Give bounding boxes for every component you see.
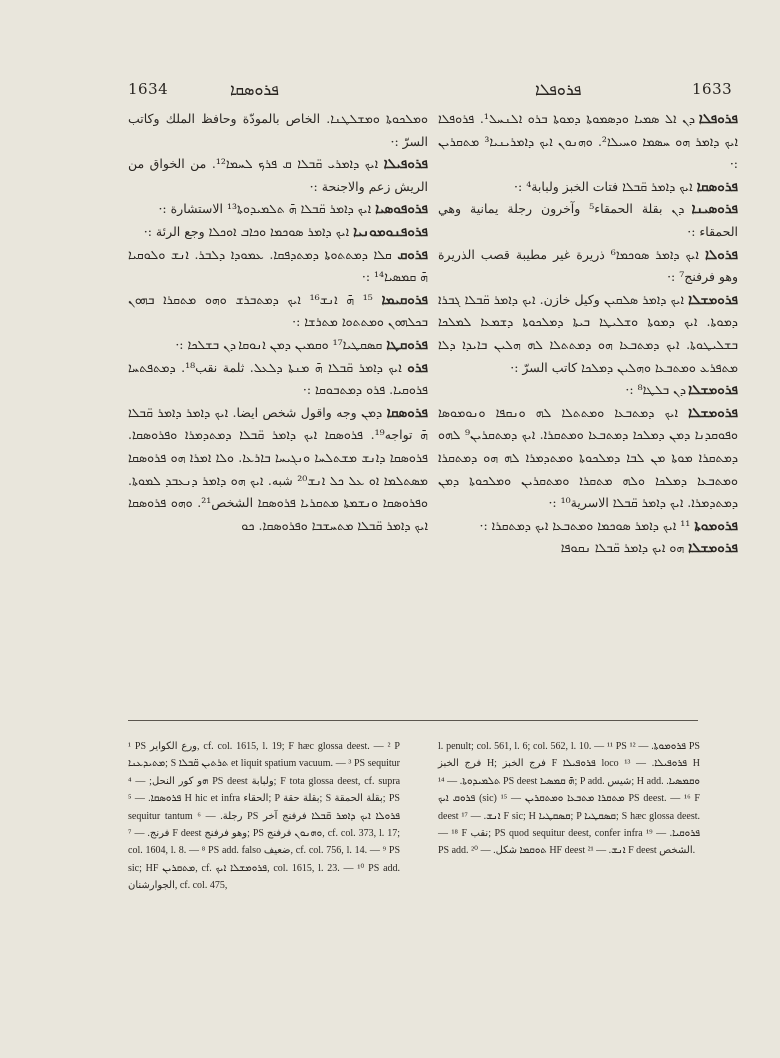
entry [128, 244, 428, 289]
headword: ܦܪܘܡܘܬܐ [694, 517, 738, 534]
headword: ܦܪܘܣܩܐ [386, 404, 428, 421]
entry [128, 108, 428, 153]
entry [438, 198, 738, 243]
footnotes-right [438, 738, 700, 860]
headword: ܦܪܘܣܩܐ [696, 178, 738, 195]
headword: ܦܪܘܡܫܠܐ [688, 540, 738, 557]
entry [438, 244, 738, 289]
entry-text: ܐܝܟ ܕܐܡܪ ܣܘܟܡܐ⁶ ذريرة غير مطيبة قصب الذريرة وهو فرفنج⁷ :· [438, 246, 738, 285]
entry [438, 537, 738, 560]
headword: ܦܪܘܩܝܡܐ [381, 291, 428, 308]
footnote-block: ¹ PS ورع الكواير, cf. col. 1615, l. 19; F hæc glossa deest. — ² P ܡܬܝܕܥܢܐ; S ܬܪܬܝܢ ܩ̈ܒܠܐ et liquit spatium vacuum. — ³ PS sequitur ܗو كور النحل; — ⁴ PS deest ولبابة; F tota glossa deest, cf. supra ܦܪܘܣܩܐ. — ⁵ H hic et infra الحقاء; P بقلة حقة; S بقلة الحمقة; PS sequitur tantum رجلة. — ⁶ PS ܦܪܘܠܐ ܐܝܟ ܕܐܡܪ ܩ̈ܒܠܐ فرفنج آخر فرنج. — ⁷ F deest وهو فرفنج; PS ܘܗܢܘܢ فرفنج, cf. col. 373, l. 17; col. 1604, l. 8. — ⁸ PS add. falso ضعيف, cf. col. 756, l. 14. — ⁹ PS sic; HF ܡܬܩܪܝܢ, cf. ܦܪܘܡܫܠܐ ܐܝܟ, col. 1615, l. 23. — ¹⁰ PS add. الجوارشنان, cf. col. 475, [128, 741, 401, 892]
entry [128, 402, 428, 538]
headword: ܦܪܘܦܘܣܝܐ [375, 201, 428, 218]
headword: ܦܪܘܦܢܘܡܘܢܝܐ [353, 223, 428, 240]
entry [438, 379, 738, 402]
entry [128, 198, 428, 221]
headword: ܦܪܘܡܫܠܐ [688, 404, 738, 421]
footnotes-left [128, 738, 400, 895]
right-text-column [438, 108, 738, 560]
entry-text: ܕܢ بقلة الحمقاء⁵ وآخرون رجلة يمانية وهي الحمقاء :· [438, 201, 738, 239]
entry [128, 357, 428, 402]
entry-text: ܩܣܩܛܝܐ¹⁷ ܘܩܡܝܢ ܕܡܢ ܐܢܘܩܐ ܕܢ ܒܫܠܟܐ :· [175, 336, 383, 352]
entry [438, 289, 738, 379]
headword: ܦܪܘܦܝܠܐ [383, 156, 429, 173]
entry-text: ܘܡܠܟܘܬܐ ܘܡܫܠܛܢܐ. الخاص بالمودّة وحافظ الملك وكاتب السرّ :· [128, 111, 428, 149]
entry-text: ܕܢ ܒܠܛܐ⁸ :· [625, 382, 685, 398]
headword: ܦܪܘܡܫܠܐ [688, 291, 738, 308]
entry-text: ¹¹ ܐܝܟ ܕܐܡܪ ܣܘܟܡܐ ܘܡܬܒܥܐ ܐܝܟ ܕܡܬܩܪܐ :· [479, 517, 691, 533]
left-running-head: ܦܪܘܣܩܐ [230, 80, 279, 99]
entry-text: ܐܝܟ ܕܐܡܪ ܣܠܩܝܢ وكيل خازن. ܐܝܟ ܕܐܡܪ ܩ̈ܒܠܐ ܓܒܪܐ ܕܡܘܬܐ. ܐܝܟ ܕܡܘܬܐ ܘܫܠܝܛܐ ܒܝܬܐ ܕܡܠܟܘܬܐ ܕܫܡܥܐ ܠܡܠܟܐ ܒܫܠܝܛܘܬܐ. ܐܝܟ ܕܡܬܒܥܐ ܗܘ ܕܡܬܬܠܐ ܠܗ ܗܠܝܢ ܒܐܝܕܐ ܕܠܐ ܡܬܦܪܥ ܘܡܬܒܥܐ ܘܗܠܝܢ ܕܡܠܟܐ كاتب السرّ :· [438, 291, 738, 375]
footnote-divider [128, 720, 698, 721]
entry-text: ܗܘ ܐܝܟ ܕܐܡܪ ܩ̈ܒܠܐ ܢܩܘܦܐ [560, 540, 685, 556]
headword: ܦܪܘܠܐ [704, 246, 738, 263]
left-text-column [128, 108, 428, 537]
footnote-block: l. penult; col. 561, l. 6; col. 562, l. 10. — ¹¹ PS ܦܪܘܡܘܬܐ. — ¹² PS فرج الخبز H; فرج الخبز F ܦܪܘܦܝܠܐ loco ܦܪܘܦܝܠܐ. — ¹³ H ܬܠܡܝܕܘܬܐ. — ¹⁴ PS deest ܗ̄ ܩܡܣܝܐ; P add. شيس; H add. ܘܩܡܣܝܐ. ܦܪܘܩ ܐܝܟ (sic) ܡܬܩܪܐ ܡܬܒܥܐ ܘܡܬܩܪܝܢ — ¹⁵ PS deest. — ¹⁶ F deest ܐܢܫ. — ¹⁷ F sic; H ܩܣܩܛܝܐ; P ܩܣܩܛܝܐ; S hæc glossa deest. — ¹⁸ F نقب; PS quod sequitur deest, confer infra ܦܪܘܩܝܐ. — ¹⁹ PS add. ܬܘܩܡܐ شكل. — ²⁰ HF deest ܐܢܫ. — ²¹ F deest الشخص. [438, 741, 701, 857]
entry [438, 402, 738, 515]
entry-text: ܐܝܟ ܕܐܡܪ ܣܘܟܡܐ ܘܟܐܒ ܐܘܟܠܐ وجع الرئة :· [143, 223, 350, 239]
headword: ܦܪܘܩܛܐ [386, 336, 428, 353]
entry [438, 515, 738, 538]
headword: ܦܪܘܦܠܐ [698, 111, 738, 127]
left-page-number: 1634 [128, 80, 169, 98]
entry [128, 289, 428, 334]
entry [128, 221, 428, 244]
entry [438, 108, 738, 176]
headword: ܦܪܘܡܫܠܐ [688, 382, 738, 399]
entry [438, 176, 738, 199]
entry-text: ¹⁵ ܗ̄ ܐܢܫ¹⁶ ܐܝܟ ܕܡܬܒܪܫ ܘܗܘ ܡܬܩܪܐ ܒܗܘܢ ܒܟܠܗܘܢ ܘܡܬܬܘܐ ܡܬܪܫܐ :· [128, 291, 428, 330]
entry-text: ܐܝܟ ܕܐܡܪ ܩ̈ܒܠܐ ܗ̄ ܬܠܡܝܕܘܬܐ¹³ الاستشارة :· [158, 201, 372, 217]
entry-text: ܐܝܟ ܕܐܡܪ ܩ̈ܒܠܐ فتات الخبز ولبابة⁴ :· [514, 178, 693, 194]
entry [128, 334, 428, 357]
headword: ܦܪܘܣܝܢܐ [691, 201, 738, 218]
entry-text: ܕܢ ܐܠ ܣܡܝܐ ܘܕܣܡܘܬܐ ܕܡܘܬܐ ܒܪܘ ܐܠܢܚܠ¹. ܦܪܘܦܠܐ ܐܝܟ ܕܐܡܪ ܗܘ ܚܣܡܐ ܘܚܝܠܐ². ܘܗܢܘܢ ܐܝܟ ܕܐܡܪܝܢܝܐ³ ܡܬܩܪܝܢ :· [438, 111, 738, 172]
headword: ܦܪܘ [407, 359, 428, 376]
entry [128, 153, 428, 198]
entry-text: ܩܠܐ ܕܡܬܬܘܬܐ ܕܡܬܕܦܩܐ. ܥܡܘܕܐ ܕܠܒܪ. ܐܢܫ ܘܠܘܩܝܐ ܗ̄ ܩܡܣܝܐ¹⁴ :· [128, 246, 428, 285]
right-page-number: 1633 [692, 80, 733, 98]
entry-text: ܐܝܟ ܕܐܡܪ ܩ̈ܒܠܐ ܗ̄ ܡܢܬܐ ܕܠܥܠ. ثلمة نقب¹⁸. ܕܡܬܦܬܚܐ ܦܪܘܩܝܐ. ܦܪܘ ܕܡܬܒܘܩܐ :· [128, 359, 428, 398]
headword: ܦܪܘܩ [397, 246, 428, 263]
entry-text: ܐܝܟ ܕܐܡܪܝ ܩ̈ܒܠܐ ܩ ܦܪܟ ܠܚܡܐ¹². من الخواق من الريش زعم والاجنحة :· [128, 156, 428, 194]
entry-text: ܕܡܢ وجه واقول شخص ايضا. ܐܝܟ ܕܐܡܪ ܕܐܡܪ ܩ̈ܒܠܐ ܗ̄ تواجه¹⁹. ܦܪܘܣܩܐ ܐܝܟ ܕܐܡܪ ܩ̈ܒܠܐ ܕܡܬܕܡܪܐ ܘܦܪܘܣܩܐ. ܦܪܘܣܩܐ ܕܐܢܫ ܡܫܬܠܚܐ ܘܢܓܝܚܐ ܒܐܪܥܐ. ܘܠܐ ܐܡܪܐ ܗܘ ܦܪܘܣܩܐ ܡܣܬܠܡܐ ܐܘ ܥܠ ܟܠ ܐܢܫ²⁰ شبه. ܐܝܟ ܗܘ ܕܐܡܪ ܕܢܥܒܕ ܠܡܘܬܐ. ܘܦܪܘܣܩܐ ܘܢܫܡܬܐ ܡܬܩܪܝܐ ܦܪܘܣܩܐ الشخص²¹. ܘܗܘ ܦܪܘܣܩܐ ܐܝܟ ܕܐܡܪ ܩ̈ܒܠܐ ܡܬܚܫܒܐ ܘܦܪܘܣܩܐ. ܟܘ [128, 404, 428, 533]
right-running-head: ܦܪܘܦܠܐ [535, 80, 582, 99]
entry-text: ܐܝܟ ܕܡܬܒܥܐ ܘܡܬܬܠܐ ܠܗ ܘܢܩܦܐ ܘܢܘܡܘܣܐ ܘܦܘܩܕܢܐ ܕܡܢ ܕܡܠܟܐ ܕܡܬܒܥܐ ܘܡܬܩܪܐ. ܐܝܟ ܕܡܬܩܪܝܢ⁹ ܠܗܘ ܕܡܬܩܪܐ ܡܘܬܐ ܡܢ ܠܒܐ ܕܡܠܟܘܬܐ ܘܡܬܕܡܪܐ ܠܗ ܗܘ ܕܡܬܩܪܐ ܘܡܬܒܥܐ ܕܡܠܟܐ ܘܠܗ ܡܬܩܪܐ ܘܡܬܩܪܝܢ ܘܡܠܟܘܬܐ ܕܡܢ ܕܡܬܕܡܪܐ. ܐܝܟ ܕܐܡܪ ܩ̈ܒܠܐ الاسرية¹⁰ :· [438, 404, 739, 511]
